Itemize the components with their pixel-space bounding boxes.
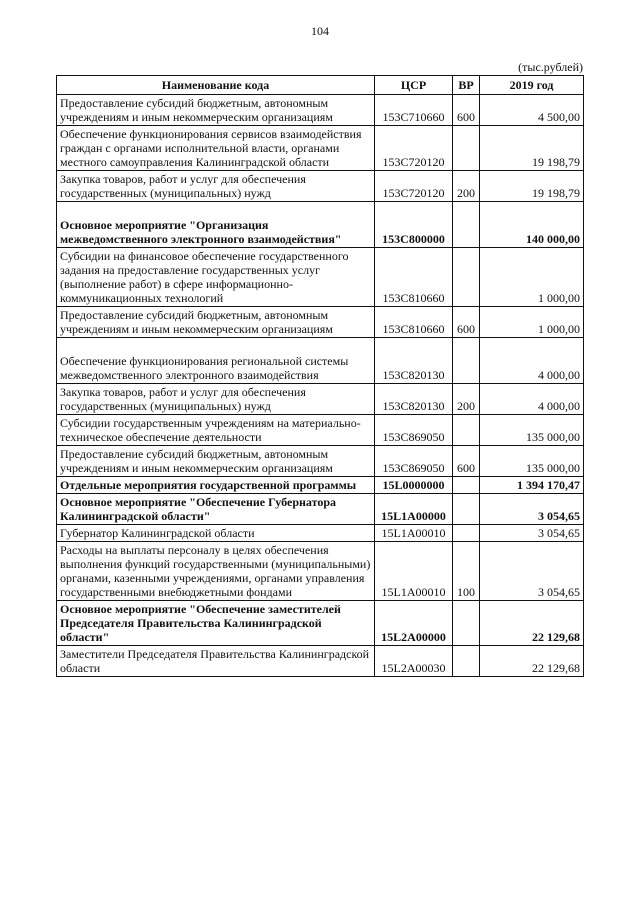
table-header — [57, 76, 584, 95]
row-name: Предоставление субсидий бюджетным, автономным учреждениям и иным некоммерческим организациям — [57, 307, 375, 338]
row-name: Обеспечение функционирования региональной системы межведомственного электронного взаимодействия — [57, 338, 375, 384]
row-amount: 3 054,65 — [480, 525, 584, 542]
row-amount: 4 000,00 — [480, 338, 584, 384]
row-amount: 1 000,00 — [480, 307, 584, 338]
table-body — [57, 95, 584, 677]
row-vr — [453, 525, 480, 542]
table-row — [57, 494, 584, 525]
row-amount: 3 054,65 — [480, 494, 584, 525]
table-row — [57, 248, 584, 307]
table-row — [57, 307, 584, 338]
row-csr: 153C810660 — [375, 248, 453, 307]
row-csr: 153C820130 — [375, 384, 453, 415]
row-name: Отдельные мероприятия государственной программы — [57, 477, 375, 494]
row-amount: 19 198,79 — [480, 126, 584, 171]
row-amount: 1 000,00 — [480, 248, 584, 307]
row-amount: 140 000,00 — [480, 202, 584, 248]
row-vr — [453, 477, 480, 494]
row-csr: 15L1A00010 — [375, 542, 453, 601]
row-name: Предоставление субсидий бюджетным, автономным учреждениям и иным некоммерческим организациям — [57, 446, 375, 477]
row-csr: 15L1A00010 — [375, 525, 453, 542]
table-row — [57, 477, 584, 494]
row-vr: 200 — [453, 384, 480, 415]
table-row — [57, 542, 584, 601]
table-row — [57, 384, 584, 415]
header-year: 2019 год — [480, 76, 584, 95]
row-name: Губернатор Калининградской области — [57, 525, 375, 542]
row-amount: 4 500,00 — [480, 95, 584, 126]
row-csr: 153C869050 — [375, 446, 453, 477]
page-number: 104 — [311, 24, 329, 38]
row-csr: 15L2A00000 — [375, 601, 453, 646]
row-csr: 15L0000000 — [375, 477, 453, 494]
row-vr: 200 — [453, 171, 480, 202]
row-vr: 600 — [453, 95, 480, 126]
row-vr — [453, 338, 480, 384]
row-name: Заместители Председателя Правительства Калининградской области — [57, 646, 375, 677]
table-row — [57, 95, 584, 126]
header-csr: ЦСР — [375, 76, 453, 95]
row-name: Закупка товаров, работ и услуг для обеспечения государственных (муниципальных) нужд — [57, 384, 375, 415]
row-csr: 153C710660 — [375, 95, 453, 126]
table-row — [57, 202, 584, 248]
units-label: (тыс.рублей) — [518, 60, 583, 74]
row-amount: 135 000,00 — [480, 446, 584, 477]
row-csr: 153C820130 — [375, 338, 453, 384]
table-row — [57, 171, 584, 202]
row-vr — [453, 646, 480, 677]
row-vr — [453, 248, 480, 307]
row-csr: 153C810660 — [375, 307, 453, 338]
row-vr: 600 — [453, 446, 480, 477]
row-vr — [453, 126, 480, 171]
row-amount: 22 129,68 — [480, 601, 584, 646]
budget-table — [56, 75, 584, 677]
row-amount: 22 129,68 — [480, 646, 584, 677]
row-csr: 15L2A00030 — [375, 646, 453, 677]
row-csr: 153C720120 — [375, 126, 453, 171]
row-name: Субсидии государственным учреждениям на материально-техническое обеспечение деятельности — [57, 415, 375, 446]
row-vr — [453, 415, 480, 446]
row-vr — [453, 494, 480, 525]
table-row — [57, 601, 584, 646]
row-name: Обеспечение функционирования сервисов взаимодействия граждан с органами исполнительной власти, органами местного самоуправления Калининградской области — [57, 126, 375, 171]
row-csr: 153C869050 — [375, 415, 453, 446]
table-row — [57, 525, 584, 542]
row-amount: 135 000,00 — [480, 415, 584, 446]
row-amount: 1 394 170,47 — [480, 477, 584, 494]
row-name: Основное мероприятие "Обеспечение заместителей Председателя Правительства Калининградской области" — [57, 601, 375, 646]
row-vr: 600 — [453, 307, 480, 338]
table-row — [57, 338, 584, 384]
row-name: Расходы на выплаты персоналу в целях обеспечения выполнения функций государственными (муниципальными) органами, казенными учреждениями, органами управления государственными внебюджетными фондами — [57, 542, 375, 601]
row-name: Основное мероприятие "Обеспечение Губернатора Калининградской области" — [57, 494, 375, 525]
table-row — [57, 646, 584, 677]
table-row — [57, 415, 584, 446]
row-amount: 3 054,65 — [480, 542, 584, 601]
table-row — [57, 446, 584, 477]
row-amount: 4 000,00 — [480, 384, 584, 415]
row-name: Основное мероприятие "Организация межведомственного электронного взаимодействия" — [57, 202, 375, 248]
row-vr — [453, 601, 480, 646]
row-csr: 153C720120 — [375, 171, 453, 202]
row-name: Закупка товаров, работ и услуг для обеспечения государственных (муниципальных) нужд — [57, 171, 375, 202]
header-vr: ВР — [453, 76, 480, 95]
table-row — [57, 126, 584, 171]
row-name: Субсидии на финансовое обеспечение государственного задания на предоставление государственных услуг (выполнение работ) в сфере информационно-коммуникационных технологий — [57, 248, 375, 307]
row-vr — [453, 202, 480, 248]
row-csr: 15L1A00000 — [375, 494, 453, 525]
row-name: Предоставление субсидий бюджетным, автономным учреждениям и иным некоммерческим организациям — [57, 95, 375, 126]
row-amount: 19 198,79 — [480, 171, 584, 202]
row-csr: 153C800000 — [375, 202, 453, 248]
row-vr: 100 — [453, 542, 480, 601]
header-name: Наименование кода — [57, 76, 375, 95]
